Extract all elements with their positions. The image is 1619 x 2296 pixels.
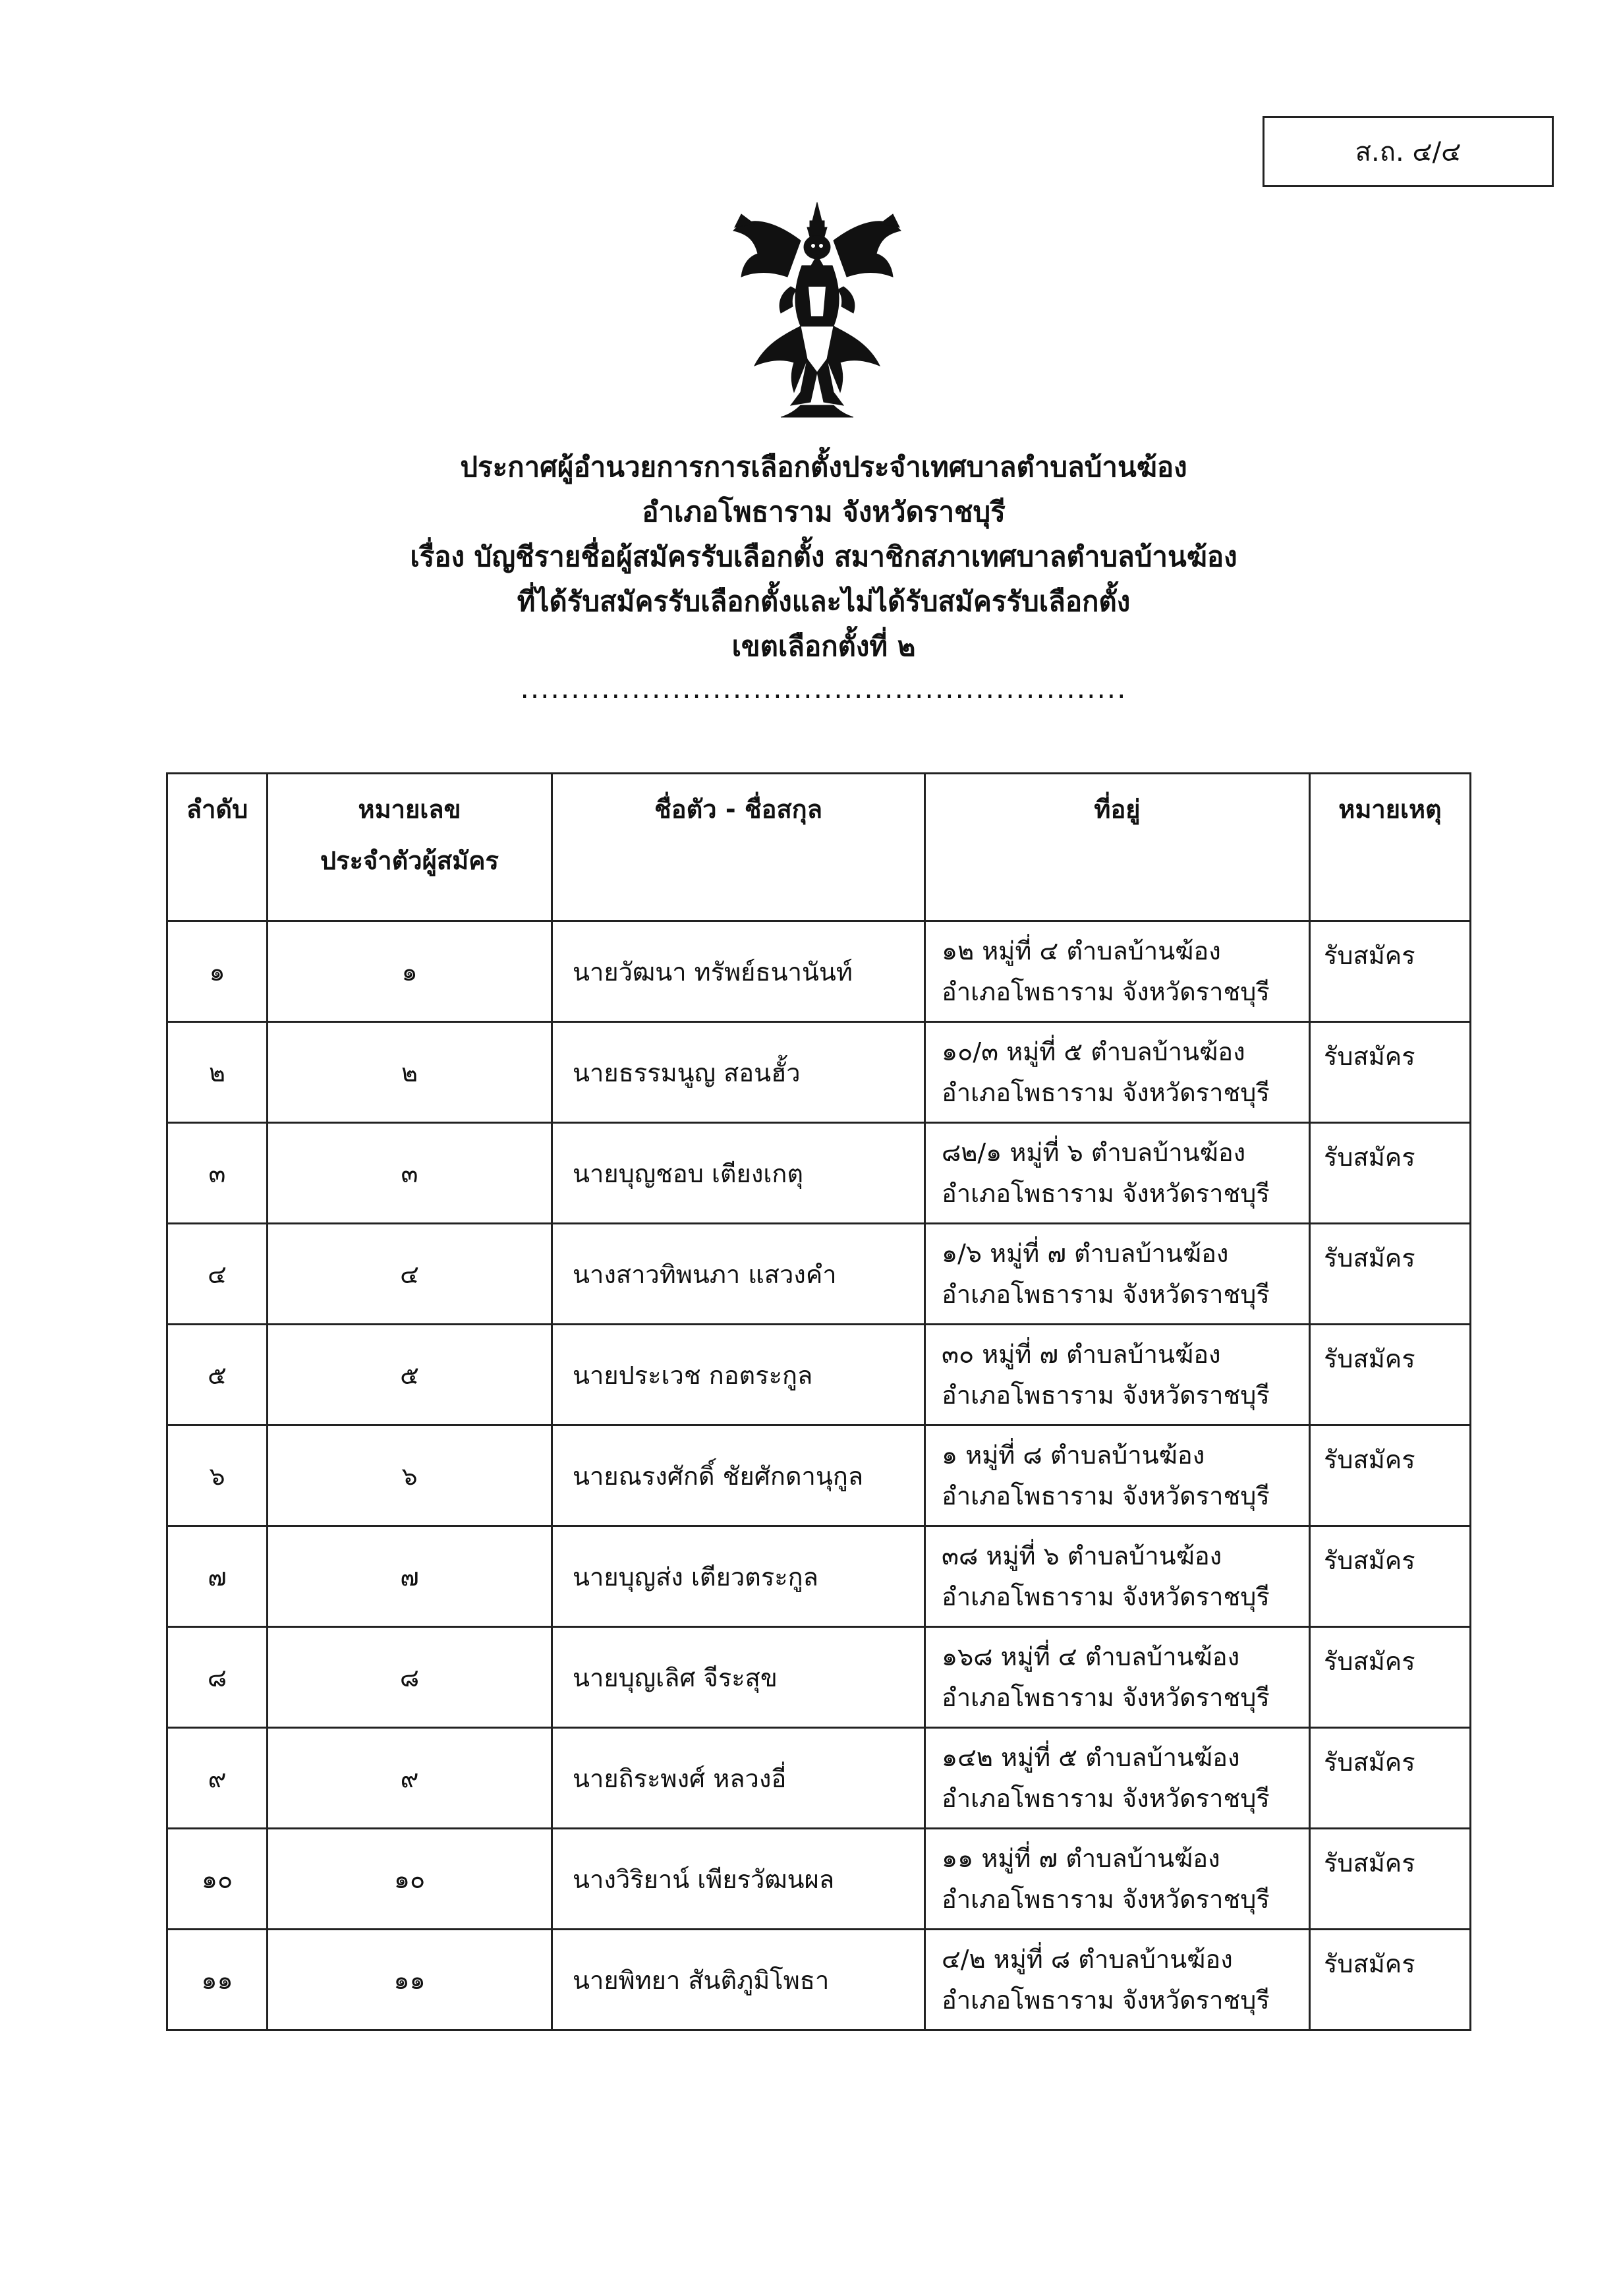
cell-remark: รับสมัคร — [1310, 1022, 1471, 1123]
cell-order: ๕ — [167, 1325, 268, 1425]
heading-line-2: อำเภอโพธาราม จังหวัดราชบุรี — [642, 496, 1006, 528]
header-address: ที่อยู่ — [925, 774, 1310, 921]
cell-candidate-number: ๘ — [268, 1627, 552, 1728]
cell-address-line-1: ๑ หมู่ที่ ๘ ตำบลบ้านฆ้อง — [942, 1441, 1205, 1470]
cell-address — [925, 1526, 1310, 1627]
cell-address — [925, 1224, 1310, 1325]
cell-address-line-1: ๑๖๘ หมู่ที่ ๔ ตำบลบ้านฆ้อง — [942, 1642, 1240, 1671]
cell-name: นายถิระพงศ์ หลวงอี่ — [552, 1728, 925, 1829]
cell-order: ๑ — [167, 921, 268, 1022]
cell-address-line-1: ๑๒ หมู่ที่ ๔ ตำบลบ้านฆ้อง — [942, 936, 1221, 965]
cell-candidate-number: ๑๑ — [268, 1930, 552, 2030]
table-row — [167, 921, 1471, 1022]
cell-address-line-1: ๓๘ หมู่ที่ ๖ ตำบลบ้านฆ้อง — [942, 1541, 1222, 1570]
table-row — [167, 1022, 1471, 1123]
cell-address-line-2: อำเภอโพธาราม จังหวัดราชบุรี — [942, 1381, 1270, 1410]
table-row — [167, 1526, 1471, 1627]
cell-remark: รับสมัคร — [1310, 1224, 1471, 1325]
cell-candidate-number: ๑ — [268, 921, 552, 1022]
cell-candidate-number: ๔ — [268, 1224, 552, 1325]
cell-address-line-2: อำเภอโพธาราม จังหวัดราชบุรี — [942, 1885, 1270, 1914]
cell-order: ๘ — [167, 1627, 268, 1728]
cell-address — [925, 1627, 1310, 1728]
heading-line-3: เรื่อง บัญชีรายชื่อผู้สมัครรับเลือกตั้ง สมาชิกสภาเทศบาลตำบลบ้านฆ้อง — [410, 540, 1237, 573]
cell-order: ๑๐ — [167, 1829, 268, 1930]
cell-name: นางวิริยาน์ เพียรวัฒนผล — [552, 1829, 925, 1930]
cell-candidate-number: ๖ — [268, 1425, 552, 1526]
cell-address — [925, 1930, 1310, 2030]
cell-order: ๗ — [167, 1526, 268, 1627]
table-row — [167, 1425, 1471, 1526]
cell-name: นายบุญชอบ เตียงเกตุ — [552, 1123, 925, 1224]
cell-name: นางสาวทิพนภา แสวงคำ — [552, 1224, 925, 1325]
cell-name: นายณรงศักดิ์ ชัยศักดานุกูล — [552, 1425, 925, 1526]
cell-order: ๔ — [167, 1224, 268, 1325]
cell-remark: รับสมัคร — [1310, 1627, 1471, 1728]
cell-address-line-2: อำเภอโพธาราม จังหวัดราชบุรี — [942, 1179, 1270, 1208]
cell-candidate-number: ๕ — [268, 1325, 552, 1425]
cell-address-line-1: ๑๔๒ หมู่ที่ ๕ ตำบลบ้านฆ้อง — [942, 1743, 1240, 1772]
cell-address — [925, 1325, 1310, 1425]
cell-candidate-number: ๒ — [268, 1022, 552, 1123]
cell-remark: รับสมัคร — [1310, 1425, 1471, 1526]
cell-name: นายประเวช กอตระกูล — [552, 1325, 925, 1425]
table-row — [167, 1930, 1471, 2030]
cell-remark: รับสมัคร — [1310, 1930, 1471, 2030]
cell-remark: รับสมัคร — [1310, 1325, 1471, 1425]
garuda-emblem-icon — [728, 194, 906, 425]
candidate-table — [166, 772, 1471, 2031]
form-code-box — [1263, 116, 1554, 187]
heading-dotted-separator: ............................................................ — [520, 672, 1127, 704]
header-name: ชื่อตัว - ชื่อสกุล — [552, 774, 925, 921]
cell-address-line-2: อำเภอโพธาราม จังหวัดราชบุรี — [942, 1078, 1270, 1107]
cell-remark: รับสมัคร — [1310, 921, 1471, 1022]
cell-address-line-2: อำเภอโพธาราม จังหวัดราชบุรี — [942, 1683, 1270, 1712]
cell-address — [925, 1123, 1310, 1224]
cell-order: ๑๑ — [167, 1930, 268, 2030]
cell-address-line-1: ๘๒/๑ หมู่ที่ ๖ ตำบลบ้านฆ้อง — [942, 1138, 1246, 1167]
cell-name: นายบุญส่ง เตียวตระกูล — [552, 1526, 925, 1627]
cell-order: ๓ — [167, 1123, 268, 1224]
table-row — [167, 1829, 1471, 1930]
cell-address — [925, 1022, 1310, 1123]
header-candidate-number — [268, 774, 552, 921]
cell-name: นายวัฒนา ทรัพย์ธนานันท์ — [552, 921, 925, 1022]
cell-address-line-1: ๑๑ หมู่ที่ ๗ ตำบลบ้านฆ้อง — [942, 1844, 1220, 1873]
table-row — [167, 1728, 1471, 1829]
table-row — [167, 1224, 1471, 1325]
cell-candidate-number: ๗ — [268, 1526, 552, 1627]
table-row — [167, 1627, 1471, 1728]
cell-order: ๒ — [167, 1022, 268, 1123]
cell-address-line-2: อำเภอโพธาราม จังหวัดราชบุรี — [942, 1784, 1270, 1813]
cell-name: นายพิทยา สันติภูมิโพธา — [552, 1930, 925, 2030]
cell-address-line-1: ๔/๒ หมู่ที่ ๘ ตำบลบ้านฆ้อง — [942, 1945, 1233, 1974]
table-row — [167, 1123, 1471, 1224]
cell-address-line-1: ๑/๖ หมู่ที่ ๗ ตำบลบ้านฆ้อง — [942, 1239, 1229, 1268]
table-body — [167, 921, 1471, 2030]
header-candidate-number-line-1: หมายเลข — [358, 795, 461, 824]
cell-address-line-2: อำเภอโพธาราม จังหวัดราชบุรี — [942, 1280, 1270, 1309]
cell-address-line-1: ๓๐ หมู่ที่ ๗ ตำบลบ้านฆ้อง — [942, 1340, 1221, 1369]
announcement-heading — [198, 445, 1450, 702]
cell-address-line-2: อำเภอโพธาราม จังหวัดราชบุรี — [942, 1481, 1270, 1510]
cell-address-line-2: อำเภอโพธาราม จังหวัดราชบุรี — [942, 977, 1270, 1006]
cell-address — [925, 1829, 1310, 1930]
cell-address — [925, 1425, 1310, 1526]
cell-candidate-number: ๓ — [268, 1123, 552, 1224]
cell-candidate-number: ๙ — [268, 1728, 552, 1829]
header-order: ลำดับ — [167, 774, 268, 921]
cell-remark: รับสมัคร — [1310, 1526, 1471, 1627]
heading-line-1: ประกาศผู้อำนวยการการเลือกตั้งประจำเทศบาลตำบลบ้านฆ้อง — [460, 451, 1187, 483]
cell-address-line-1: ๑๐/๓ หมู่ที่ ๕ ตำบลบ้านฆ้อง — [942, 1037, 1245, 1066]
header-remark: หมายเหตุ — [1310, 774, 1471, 921]
cell-order: ๖ — [167, 1425, 268, 1526]
cell-remark: รับสมัคร — [1310, 1123, 1471, 1224]
cell-candidate-number: ๑๐ — [268, 1829, 552, 1930]
cell-address — [925, 1728, 1310, 1829]
cell-address-line-2: อำเภอโพธาราม จังหวัดราชบุรี — [942, 1986, 1270, 2015]
cell-order: ๙ — [167, 1728, 268, 1829]
heading-line-4: ที่ได้รับสมัครรับเลือกตั้งและไม่ได้รับสมัครรับเลือกตั้ง — [517, 585, 1131, 617]
cell-address-line-2: อำเภอโพธาราม จังหวัดราชบุรี — [942, 1582, 1270, 1611]
table-header-row — [167, 774, 1471, 921]
heading-line-5: เขตเลือกตั้งที่ ๒ — [731, 630, 916, 662]
form-code: ส.ถ. ๔/๔ — [1355, 137, 1462, 167]
header-candidate-number-line-2: ประจำตัวผู้สมัคร — [320, 846, 499, 875]
cell-remark: รับสมัคร — [1310, 1728, 1471, 1829]
cell-name: นายบุญเลิศ จีระสุข — [552, 1627, 925, 1728]
cell-name: นายธรรมนูญ สอนฮั้ว — [552, 1022, 925, 1123]
cell-remark: รับสมัคร — [1310, 1829, 1471, 1930]
cell-address — [925, 921, 1310, 1022]
table-row — [167, 1325, 1471, 1425]
